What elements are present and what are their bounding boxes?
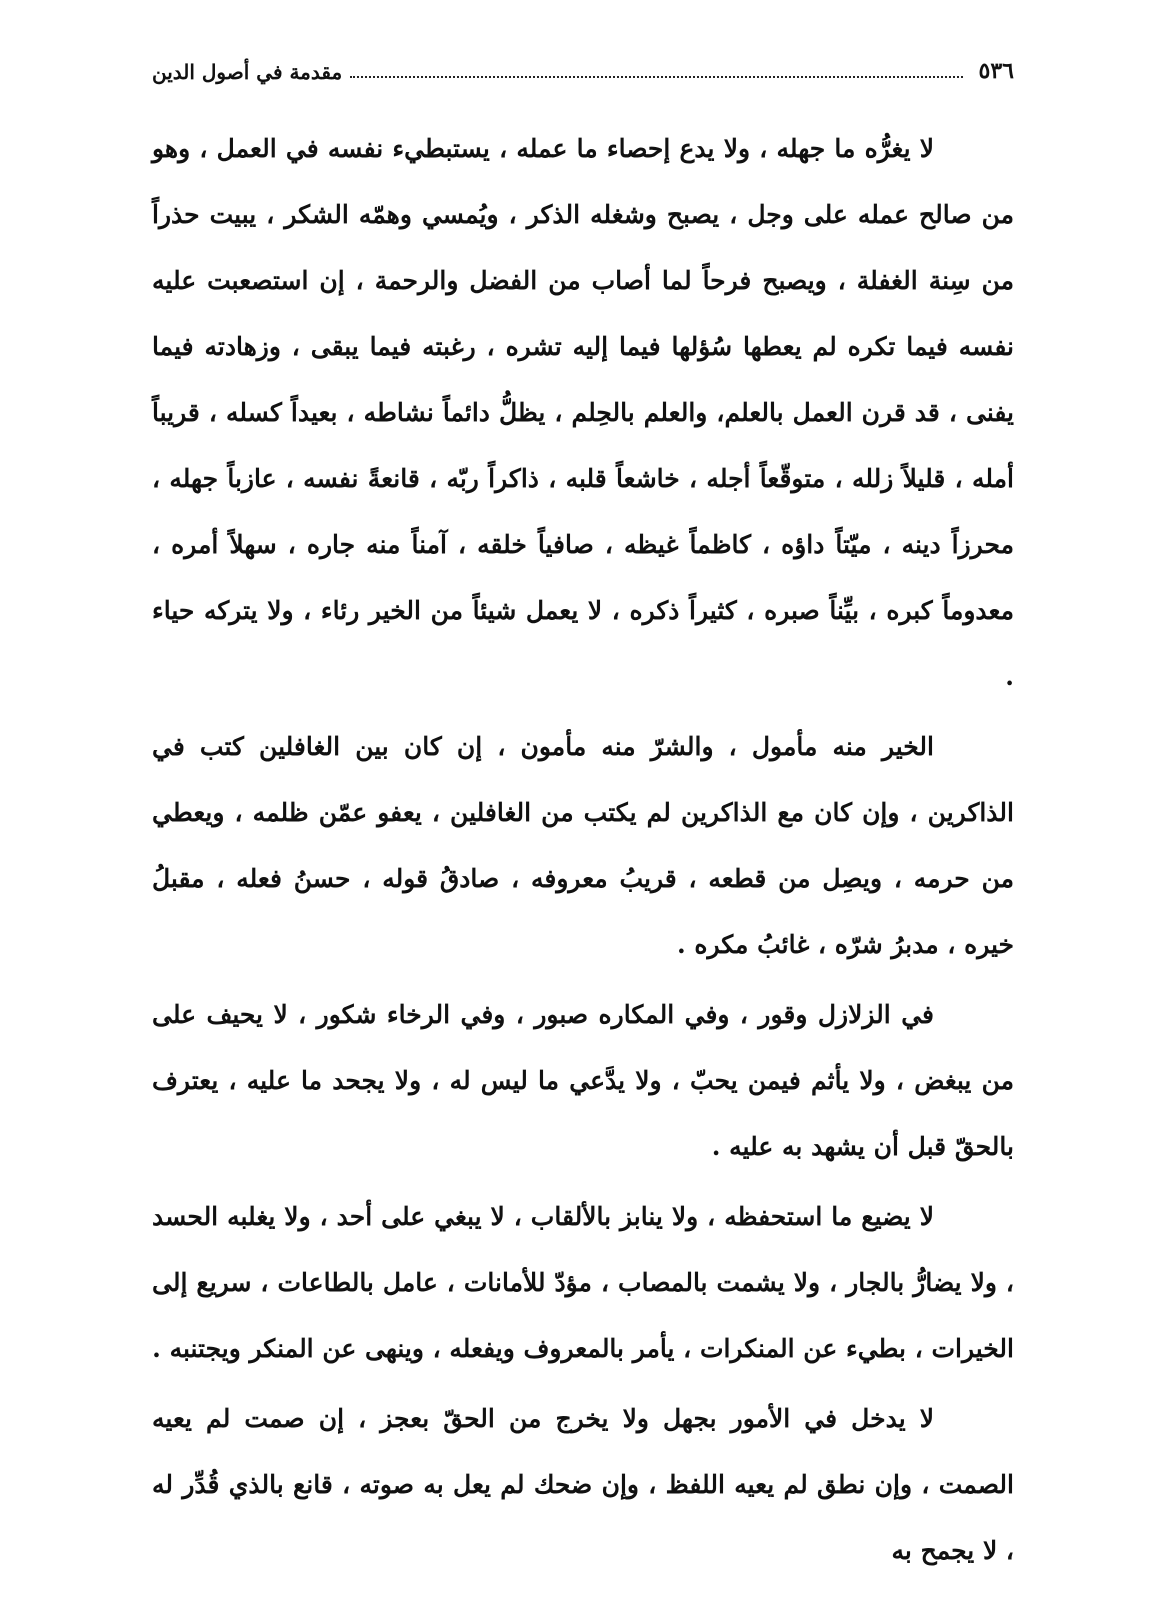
paragraph-3: في الزلازل وقور ، وفي المكاره صبور ، وفي الرخاء شكور ، لا يحيف على من يبغض ، ولا يأثم فيمن يحبّ ، ولا يدَّعي ما ليس له ، ولا يجحد ما عليه ، يعترف بالحقّ قبل أن يشهد به عليه . [152,1000,1014,1161]
running-title: مقدمة في أصول الدين [152,60,343,84]
body-text [152,116,1014,1588]
page-header [152,44,1014,84]
paragraph-4: لا يضيع ما استحفظه ، ولا ينابز بالألقاب ، لا يبغي على أحد ، ولا يغلبه الحسد ، ولا يضارُّ بالجار ، ولا يشمت بالمصاب ، مؤدّ للأمانات ، عامل بالطاعات ، سريع إلى الخيرات ، بطيء عن المنكرات ، يأمر بالمعروف ويفعله ، وينهى عن المنكر ويجتنبه . [152,1202,1014,1363]
paragraph-1: لا يغرُّه ما جهله ، ولا يدع إحصاء ما عمله ، يستبطيء نفسه في العمل ، وهو من صالح عمله على وجل ، يصبح وشغله الذكر ، ويُمسي وهمّه الشكر ، يبيت حذراً من سِنة الغفلة ، ويصبح فرحاً لما أصاب من الفضل والرحمة ، إن استصعبت عليه نفسه فيما تكره لم يعطها سُؤلها فيما إليه تشره ، رغبته فيما يبقى ، وزهادته فيما يفنى ، قد قرن العمل بالعلم، والعلم بالحِلم ، يظلُّ دائماً نشاطه ، بعيداً كسله ، قريباً أمله ، قليلاً زلله ، متوقّعاً أجله ، خاشعاً قلبه ، ذاكراً ربّه ، قانعةً نفسه ، عازباً جهله ، محرزاً دينه ، ميّتاً داؤه ، كاظماً غيظه ، صافياً خلقه ، آمناً منه جاره ، سهلاً أمره ، معدوماً كبره ، بيِّناً صبره ، كثيراً ذكره ، لا يعمل شيئاً من الخير رئاء ، ولا يتركه حياء . [152,134,1014,691]
dotted-leader [350,76,962,78]
paragraph-5: لا يدخل في الأمور بجهل ولا يخرج من الحقّ بعجز ، إن صمت لم يعيه الصمت ، وإن نطق لم يعيه اللفظ ، وإن ضحك لم يعل به صوته ، قانع بالذي قُدِّر له ، لا يجمح به [152,1404,1014,1565]
page-number: ٥٣٦ [978,58,1014,84]
paragraph-2: الخير منه مأمول ، والشرّ منه مأمون ، إن كان بين الغافلين كتب في الذاكرين ، وإن كان مع الذاكرين لم يكتب من الغافلين ، يعفو عمّن ظلمه ، ويعطي من حرمه ، ويصِل من قطعه ، قريبُ معروفه ، صادقُ قوله ، حسنُ فعله ، مقبلُ خيره ، مدبرُ شرّه ، غائبُ مكره . [152,732,1014,959]
